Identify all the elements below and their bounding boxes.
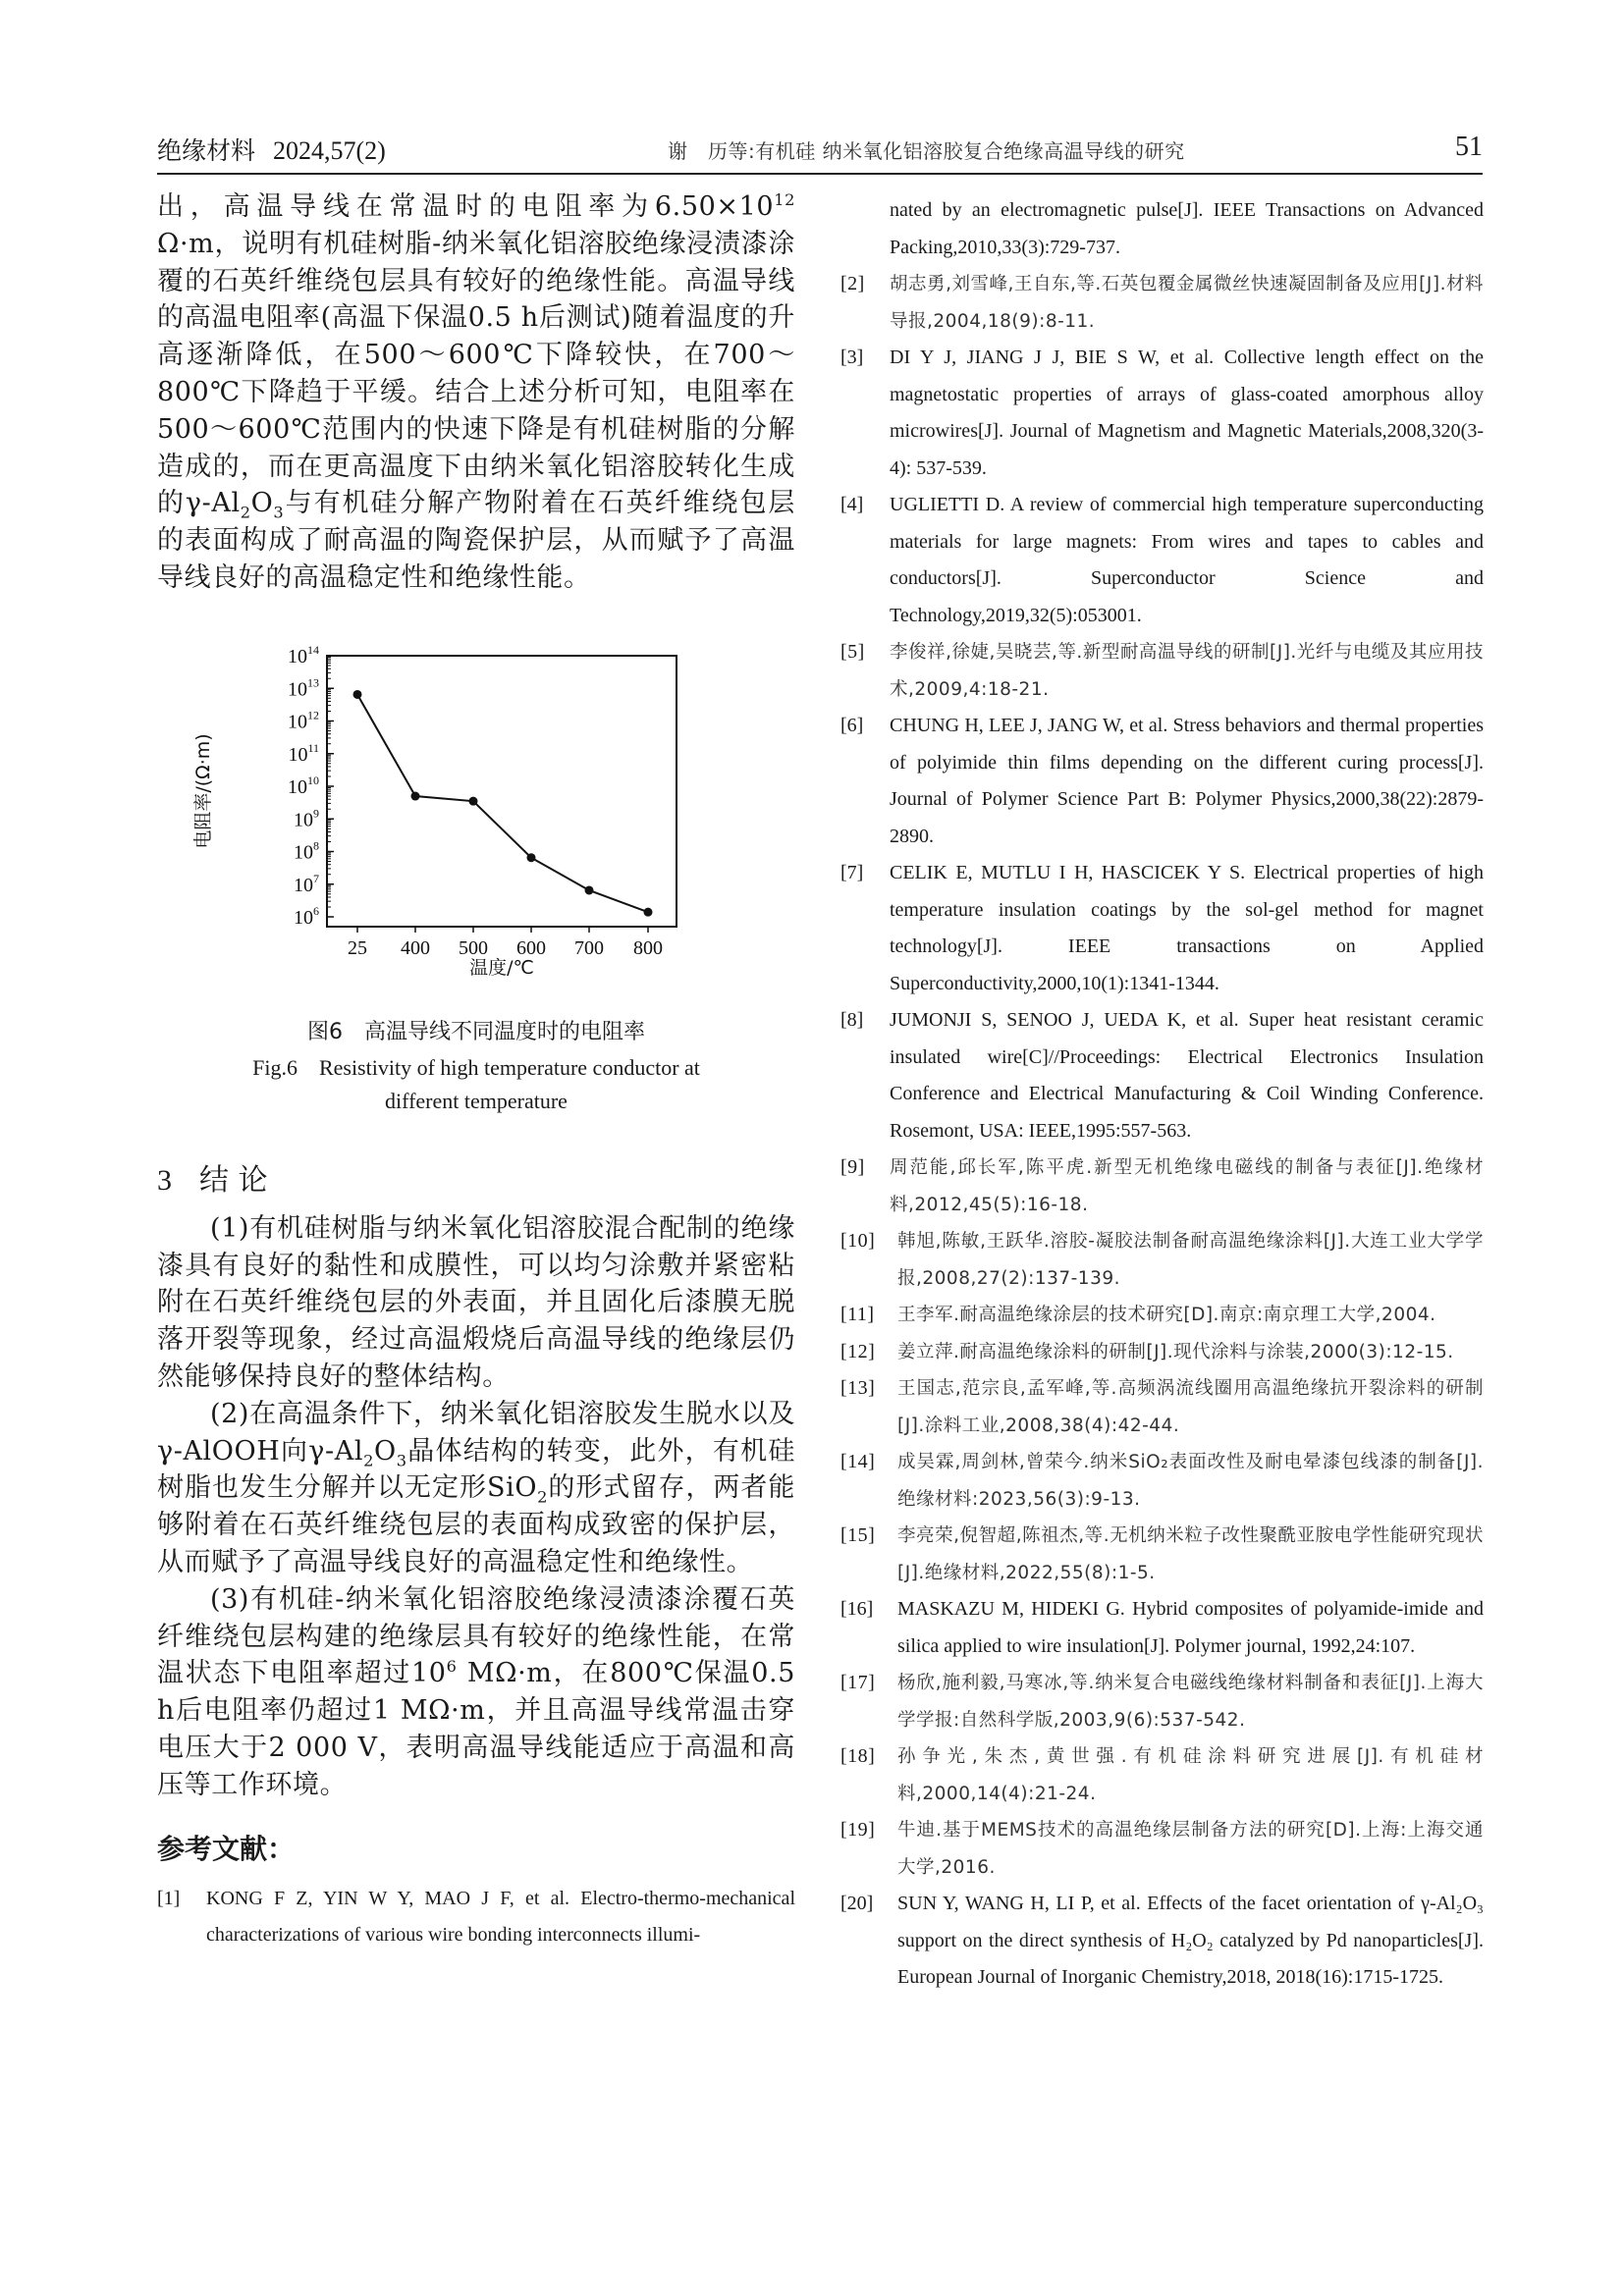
text-run: 说明有机硅树脂-纳米氧化铝溶胶绝缘浸渍漆涂覆的石英纤维绕包层具有较好的绝缘性能。高温导线的高温电阻率(高温下保温0.5 h后测试)随着温度的升高逐渐降低，在500～600℃下降较快，在700～800℃下降趋于平缓。结合上述分析可知，电阻率在500～600℃范围内的快速下降是有机硅树脂的分解造成的，而在更高温度下由纳米氧化铝溶胶转化生成的γ-Al <box>157 228 795 519</box>
reference-text: DI Y J, JIANG J J, BIE S W, et al. Collective length effect on the magnetostatic properties of arrays of glass-coated amorphous alloy microwires[J]. Journal of Magnetism and Magnetic Materials,2008,320(3-4): 537-539. <box>890 347 1484 479</box>
y-tick-label: $10^8$ <box>294 838 319 864</box>
reference-item <box>840 1444 1484 1518</box>
reference-item <box>840 340 1484 487</box>
reference-number: [14] <box>840 1451 876 1472</box>
reference-number: [5] <box>840 641 865 663</box>
data-point <box>411 791 420 800</box>
reference-text: MASKAZU M, HIDEKI G. Hybrid composites of polyamide-imide and silica applied to wire insulation[J]. Polymer journal, 1992,24:107. <box>897 1598 1484 1657</box>
text-run: 晶体结构的转变，此外，有机硅树脂也发生分解并以无定形SiO <box>157 1435 795 1504</box>
y-axis-label: 电阻率/(Ω·m) <box>192 733 214 849</box>
subscript: 2 <box>363 1450 374 1469</box>
section-heading <box>157 1155 795 1199</box>
reference-text: 周范能,邱长军,陈平虎.新型无机绝缘电磁线的制备与表征[J].绝缘材料,2012,45(5):16-18. <box>890 1157 1484 1215</box>
journal-name <box>157 132 386 167</box>
reference-text: JUMONJI S, SENOO J, UEDA K, et al. Super heat resistant ceramic insulated wire[C]//Proceedings: Electrical Electronics Insulation Conference and Electrical Manufacturing & Coil Winding Conference. Rosemont, USA: IEEE,1995:557-563. <box>890 1009 1484 1142</box>
reference-text: UGLIETTI D. A review of commercial high temperature superconducting materials for large magnets: From wires and tapes to cables and conductors[J]. Superconductor Science and Technology,2019,32(5):053001. <box>890 494 1484 626</box>
section-number: 3 <box>157 1163 172 1197</box>
reference-item <box>840 855 1484 1002</box>
text-run: (1)有机硅树脂与纳米氧化铝溶胶混合配制的绝缘漆具有良好的黏性和成膜性，可以均匀涂敷并紧密粘附在石英纤维绕包层的外表面，并且固化后漆膜无脱落开裂等现象，经过高温煅烧后高温导线的绝缘层仍然能够保持良好的整体结构。 <box>157 1212 795 1392</box>
conclusion-2 <box>157 1396 795 1581</box>
reference-item <box>840 266 1484 340</box>
reference-item <box>840 1665 1484 1738</box>
reference-number: [4] <box>840 494 864 515</box>
text-run: Ω·m， <box>157 228 243 259</box>
x-tick-label: 500 <box>459 936 488 959</box>
y-tick-label: $10^9$ <box>294 806 319 831</box>
page-number: 51 <box>1455 132 1483 162</box>
reference-number: [20] <box>840 1893 874 1914</box>
x-tick-label: 25 <box>348 936 367 959</box>
reference-text: 韩旭,陈敏,王跃华.溶胶-凝胶法制备耐高温绝缘涂料[J].大连工业大学学报,2008,27(2):137-139. <box>897 1231 1484 1289</box>
reference-item <box>840 1002 1484 1149</box>
x-tick-label: 700 <box>574 936 604 959</box>
reference-text: 杨欣,施利毅,马寒冰,等.纳米复合电磁线绝缘材料制备和表征[J].上海大学学报:自然科学版,2003,9(6):537-542. <box>897 1673 1484 1731</box>
reference-number: [19] <box>840 1819 876 1841</box>
reference-number: [7] <box>840 862 864 883</box>
section-title: 结 论 <box>199 1162 268 1198</box>
figure-6 <box>157 632 795 1128</box>
x-axis-label: 温度/℃ <box>469 956 534 979</box>
subscript: 3 <box>273 503 285 522</box>
reference-text: 胡志勇,刘雪峰,王自东,等.石英包覆金属微丝快速凝固制备及应用[J].材料导报,2004,18(9):8-11. <box>890 274 1484 332</box>
reference-text: CHUNG H, LEE J, JANG W, et al. Stress behaviors and thermal properties of polyimide thin films depending on the different curing process[J]. Journal of Polymer Science Part B: Polymer Physics,2000,38(22):2879-2890. <box>890 715 1484 847</box>
reference-item <box>840 1223 1484 1297</box>
reference-text: 王李军.耐高温绝缘涂层的技术研究[D].南京:南京理工大学,2004. <box>897 1305 1436 1325</box>
reference-item <box>840 1297 1484 1334</box>
data-point <box>353 690 362 699</box>
data-point <box>527 853 536 862</box>
page-header <box>157 126 1483 169</box>
conclusion-3 <box>157 1581 795 1804</box>
y-tick-label: $10^{12}$ <box>288 708 319 733</box>
intro-paragraph <box>157 188 795 597</box>
reference-text: 王国志,范宗良,孟军峰,等.高频涡流线圈用高温绝缘抗开裂涂料的研制[J].涂料工业,2008,38(4):42-44. <box>897 1378 1484 1436</box>
reference-item <box>840 1149 1484 1223</box>
subscript: 3 <box>396 1450 407 1469</box>
reference-number: [18] <box>840 1745 876 1767</box>
text-run: 出，高温导线在常温时的电阻率为6.50×10 <box>157 191 775 222</box>
superscript: 6 <box>446 1657 458 1677</box>
y-tick-label: $10^6$ <box>294 903 319 929</box>
journal-volume: 2024,57(2) <box>273 136 386 165</box>
reference-text: 李俊祥,徐婕,吴晓芸,等.新型耐高温导线的研制[J].光纤与电缆及其应用技术,2009,4:18-21. <box>890 642 1484 700</box>
conclusion-1 <box>157 1210 795 1396</box>
reference-item <box>840 708 1484 855</box>
plot-frame <box>327 656 677 927</box>
text-run: O <box>374 1435 397 1467</box>
reference-item <box>840 1518 1484 1591</box>
reference-item <box>840 487 1484 634</box>
x-tick-label: 400 <box>401 936 430 959</box>
reference-list <box>840 266 1484 1997</box>
resistivity-chart <box>157 632 795 1015</box>
reference-item <box>840 1591 1484 1665</box>
reference-text: KONG F Z, YIN W Y, MAO J F, et al. Electro-thermo-mechanical characterizations of various wire bonding interconnects illumi- <box>206 1887 795 1947</box>
reference-item <box>840 634 1484 708</box>
x-tick-label: 800 <box>633 936 663 959</box>
text-run: (2)在高温条件下，纳米氧化铝溶胶发生脱水以及γ-AlOOH向γ-Al <box>157 1398 795 1467</box>
reference-item <box>840 1738 1484 1812</box>
reference-number: [12] <box>840 1340 876 1362</box>
text-run: (3)有机硅-纳米氧化铝溶胶绝缘浸渍漆涂覆石英纤维绕包层构建的绝缘层具有较好的绝缘性能，在常温状态下电阻率超过10 <box>157 1583 795 1689</box>
y-tick-label: $10^{11}$ <box>288 740 319 766</box>
header-divider <box>157 173 1483 175</box>
reference-number: [9] <box>840 1156 865 1178</box>
text-run: 的形式留存，两者能够附着在石英纤维绕包层的表面构成致密的保护层，从而赋予了高温导线良好的高温稳定性和绝缘性。 <box>157 1472 795 1577</box>
reference-number: [8] <box>840 1009 864 1031</box>
reference-text: CELIK E, MUTLU I H, HASCICEK Y S. Electrical properties of high temperature insulation coatings by the sol-gel method for magnet technology[J]. IEEE transactions on Applied Superconductivity,2000,10(1):1341-1344. <box>890 862 1484 994</box>
reference-item-continued <box>840 192 1484 266</box>
reference-text: nated by an electromagnetic pulse[J]. IEEE Transactions on Advanced Packing,2010,33(3):729-737. <box>890 199 1484 258</box>
reference-text: 成吴霖,周剑林,曾荣今.纳米SiO₂表面改性及耐电晕漆包线漆的制备[J].绝缘材料:2023,56(3):9-13. <box>897 1452 1484 1510</box>
text-run: 与有机硅分解产物附着在石英纤维绕包层的表面构成了耐高温的陶瓷保护层，从而赋予了高温导线良好的高温稳定性和绝缘性能。 <box>157 488 795 593</box>
reference-item <box>840 1370 1484 1444</box>
left-column <box>157 188 795 1954</box>
reference-number: [11] <box>840 1304 875 1325</box>
reference-text: 姜立萍.耐高温绝缘涂料的研制[J].现代涂料与涂装,2000(3):12-15. <box>897 1341 1454 1362</box>
data-point <box>585 885 594 894</box>
reference-item <box>840 1812 1484 1886</box>
data-point <box>644 907 653 916</box>
reference-number: [16] <box>840 1598 874 1620</box>
reference-item <box>840 1886 1484 1997</box>
reference-item <box>157 1881 795 1954</box>
caption-line: Fig.6 Resistivity of high temperature conductor at <box>252 1054 700 1080</box>
running-title: 谢 历等:有机硅 纳米氧化铝溶胶复合绝缘高温导线的研究 <box>668 139 1185 163</box>
text-run: MΩ·m，在800℃保温0.5 h后电阻率仍超过1 MΩ·m，并且高温导线常温击穿电压大于2 000 V，表明高温导线能适应于高温和高压等工作环境。 <box>157 1658 795 1800</box>
reference-item <box>840 1334 1484 1371</box>
reference-number: [2] <box>840 273 865 294</box>
caption-line: different temperature <box>385 1088 568 1113</box>
right-column <box>840 192 1484 1997</box>
data-point <box>469 796 478 805</box>
subscript: 2 <box>240 503 251 522</box>
references-heading: 参考文献： <box>157 1832 296 1865</box>
text-run: O <box>250 488 274 519</box>
y-tick-label: $10^{10}$ <box>288 773 319 798</box>
reference-number: [17] <box>840 1672 876 1693</box>
superscript: 12 <box>774 190 795 209</box>
reference-number: [6] <box>840 715 864 736</box>
y-tick-label: $10^{13}$ <box>288 675 319 701</box>
journal-title: 绝缘材料 <box>157 136 256 165</box>
reference-text: 李亮荣,倪智超,陈祖杰,等.无机纳米粒子改性聚酰亚胺电学性能研究现状[J].绝缘材料,2022,55(8):1-5. <box>897 1525 1484 1583</box>
y-tick-label: $10^{14}$ <box>288 642 319 667</box>
reference-number: [13] <box>840 1377 876 1399</box>
reference-number: [3] <box>840 347 864 368</box>
reference-number: [1] <box>157 1887 181 1909</box>
x-tick-label: 600 <box>516 936 546 959</box>
reference-number: [10] <box>840 1230 876 1252</box>
reference-text: 牛迪.基于MEMS技术的高温绝缘层制备方法的研究[D].上海:上海交通大学,2016. <box>897 1820 1484 1878</box>
y-tick-label: $10^7$ <box>294 871 319 896</box>
data-line <box>357 694 648 912</box>
reference-text: SUN Y, WANG H, LI P, et al. Effects of the facet orientation of γ-Al₂O₃ support on the direct synthesis of H₂O₂ catalyzed by Pd nanoparticles[J]. European Journal of Inorganic Chemistry,2018, 2018(16):1715-1725. <box>897 1893 1484 1988</box>
subscript: 2 <box>537 1487 548 1507</box>
figure-caption-zh: 图6 高温导线不同温度时的电阻率 <box>307 1019 645 1044</box>
reference-text: 孙争光,朱杰,黄世强.有机硅涂料研究进展[J].有机硅材料,2000,14(4):21-24. <box>897 1746 1484 1804</box>
reference-number: [15] <box>840 1524 876 1546</box>
